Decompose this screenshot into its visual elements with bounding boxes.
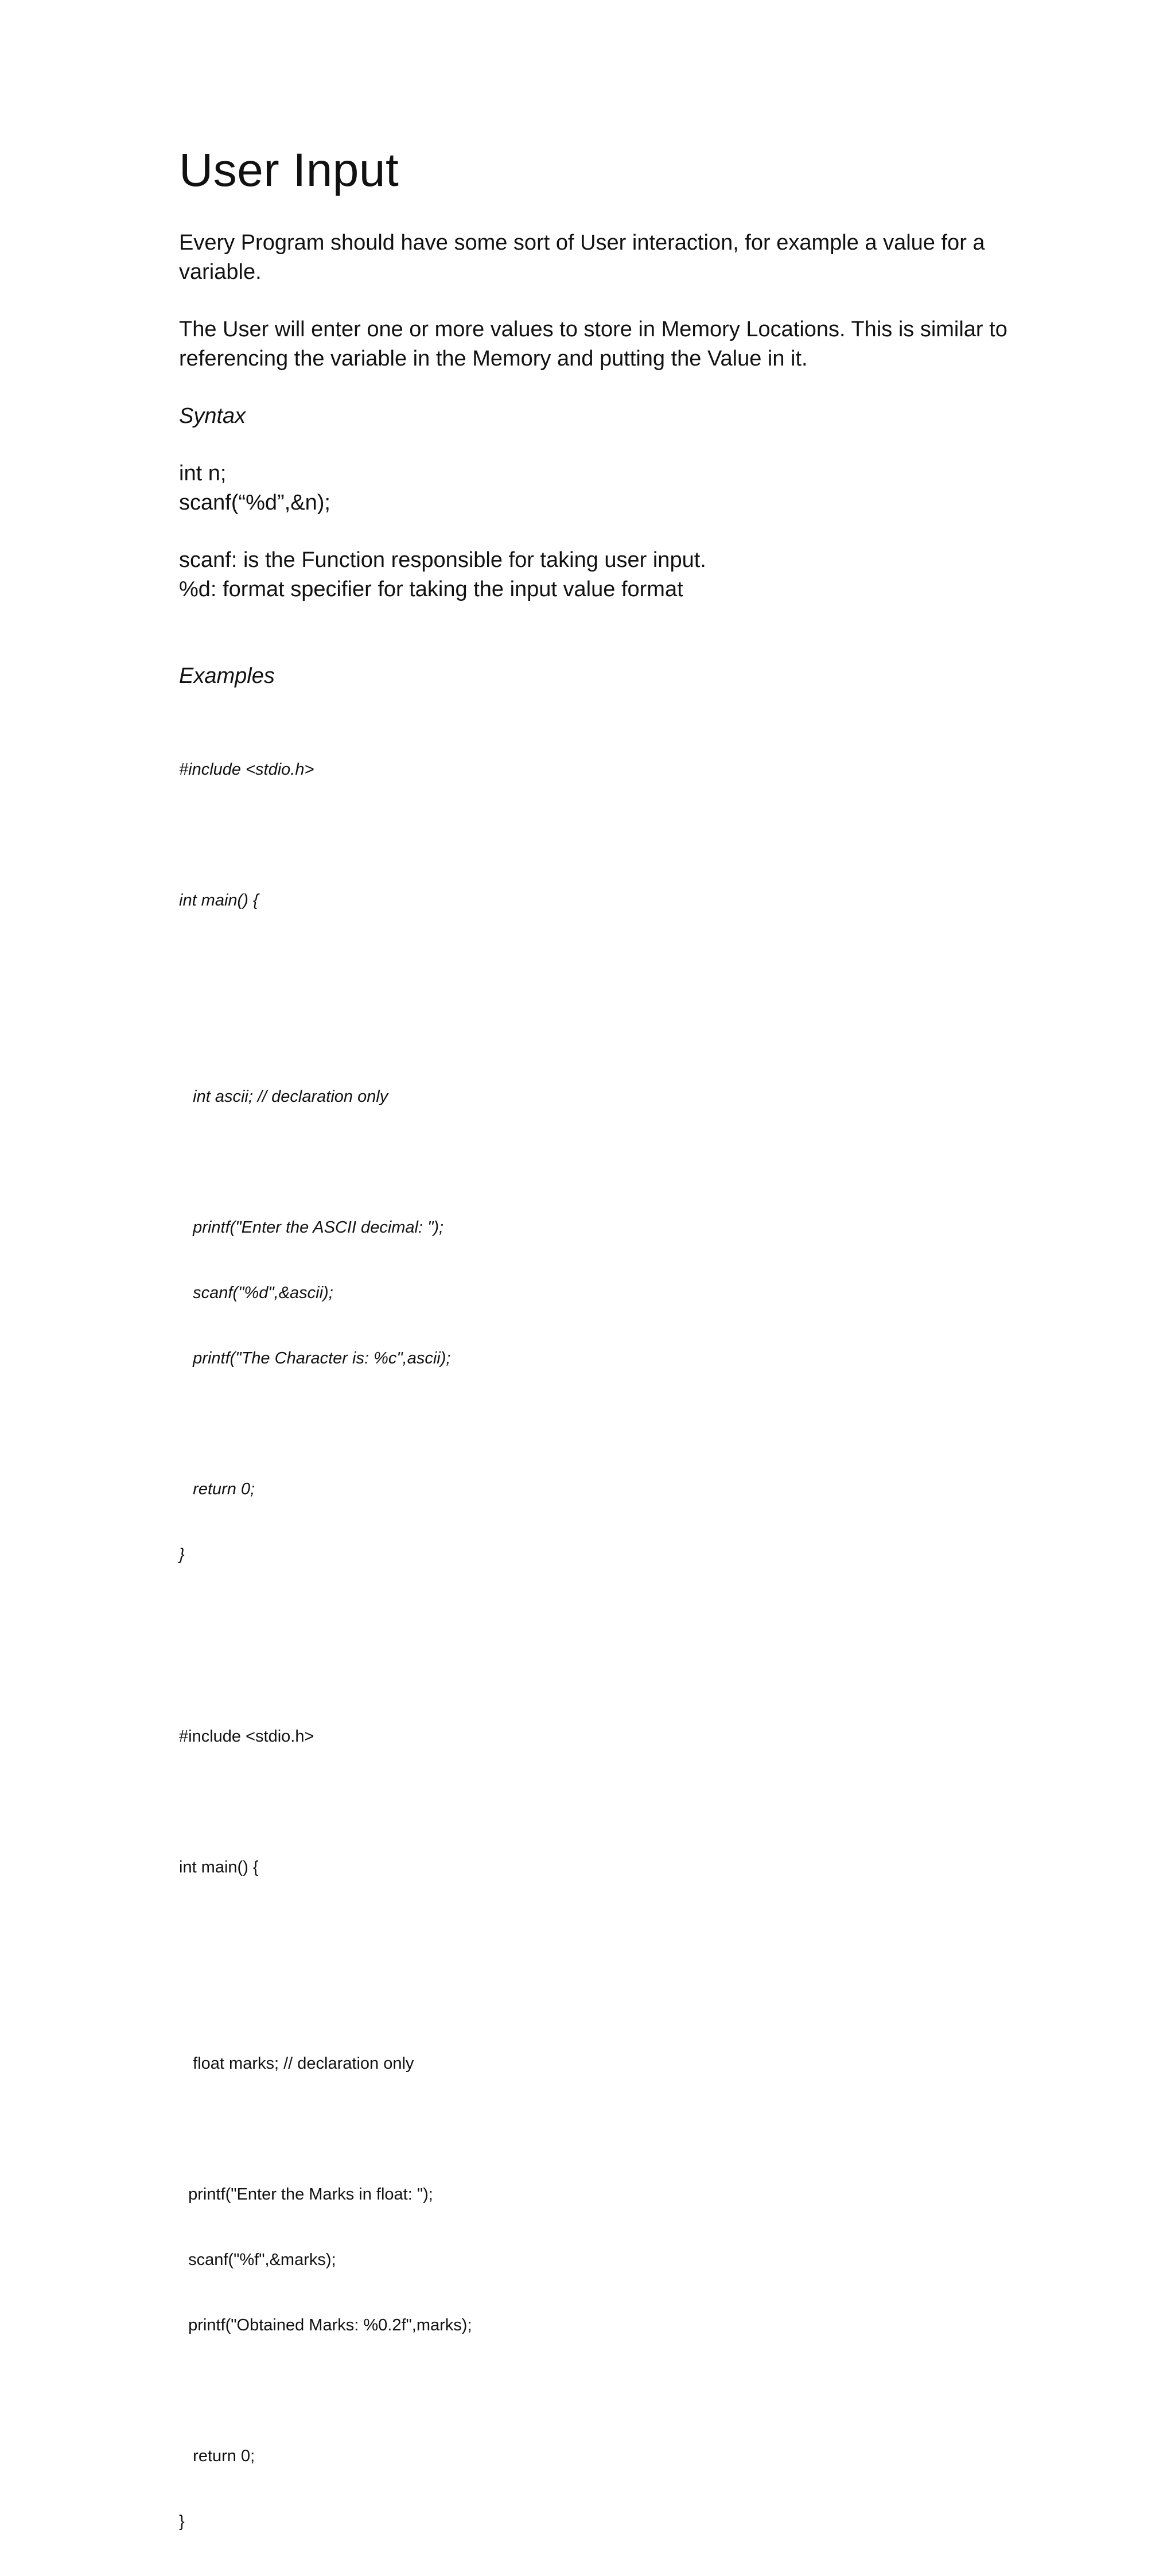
syntax-line: int n; [179,461,227,486]
code-line [179,1922,1040,1944]
code-line [179,1413,1040,1435]
code-example-2 [179,1682,1040,2576]
code-line: scanf("%d",&ascii); [179,1284,333,1303]
code-line [179,1020,1040,1042]
syntax-line: scanf(“%d”,&n); [179,491,330,515]
code-line: printf("Obtained Marks: %0.2f",marks); [179,2316,472,2335]
code-line: printf("Enter the Marks in float: "); [179,2185,433,2204]
code-line [179,1987,1040,2009]
code-line: return 0; [179,1480,255,1499]
code-line: int main() { [179,891,259,910]
page-title: User Input [179,144,399,196]
code-line [179,824,1040,846]
code-line: float marks; // declaration only [179,2054,414,2073]
definition-line: %d: format specifier for taking the input value format [179,577,683,602]
code-line [179,1151,1040,1173]
syntax-heading: Syntax [179,404,246,429]
code-line: int ascii; // declaration only [179,1087,388,1106]
code-line: printf("Enter the ASCII decimal: "); [179,1218,444,1237]
explanation-paragraph: The User will enter one or more values to store in Memory Locations. This is similar to referencing the variable in the Memory and putting the Value in it. [179,317,1007,371]
code-line: int main() { [179,1858,259,1877]
definition-line: scanf: is the Function responsible for taking user input. [179,548,706,573]
code-example-1 [179,715,1040,1609]
intro-paragraph: Every Program should have some sort of User interaction, for example a value for a variable. [179,231,985,285]
code-line: return 0; [179,2447,255,2466]
syntax-block [179,459,1040,518]
definition-block [179,546,1040,604]
code-line [179,955,1040,977]
code-line [179,1791,1040,1813]
code-line: } [179,1545,185,1564]
code-line: printf("The Character is: %c",ascii); [179,1349,451,1368]
document-content [179,143,1040,2576]
code-line: #include <stdio.h> [179,1727,314,1746]
code-line: #include <stdio.h> [179,760,314,779]
code-line [179,2118,1040,2140]
code-line: } [179,2512,185,2531]
code-line: scanf("%f",&marks); [179,2251,336,2270]
code-line [179,2380,1040,2402]
examples-heading: Examples [179,664,275,689]
